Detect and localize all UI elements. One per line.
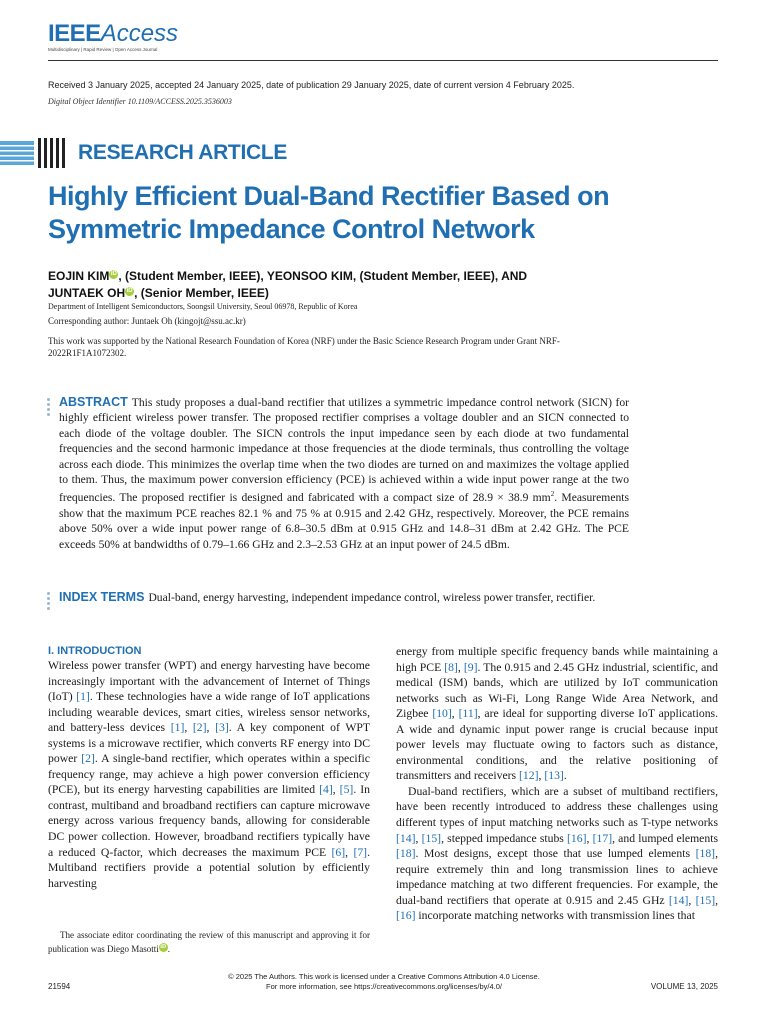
citation-link[interactable]: [3] (215, 721, 229, 735)
citation-link[interactable]: [16] (567, 831, 587, 845)
body-text: , (184, 721, 193, 735)
abstract (59, 395, 629, 552)
orcid-icon[interactable]: iD (126, 288, 133, 294)
citation-link[interactable]: [2] (192, 721, 207, 735)
citation-link[interactable]: [14] (396, 831, 416, 845)
citation-link[interactable]: [8] (444, 660, 458, 674)
citation-link[interactable]: [5] (339, 783, 354, 797)
author-role: , (Student Member, IEEE), (118, 269, 267, 283)
affiliation: Department of Intelligent Semiconductors, Soongsil University, Seoul 06978, Republic of Korea (48, 302, 358, 311)
body-text: , (332, 783, 340, 797)
citation-link[interactable]: [18] (396, 847, 416, 861)
body-text: . These technologies have a wide range of IoT applications including wearable devices, smart cities, wireless sensor networks, and battery-less devices (48, 690, 370, 735)
body-text: , (345, 845, 354, 859)
header-rule (48, 60, 718, 61)
author-role: , (Student Member, IEEE), AND (352, 269, 528, 283)
index-dots (47, 592, 50, 612)
doi[interactable]: Digital Object Identifier 10.1109/ACCESS.2025.3536003 (48, 97, 232, 106)
body-text: . Multiband rectifiers provide a potential solution by efficiently harvesting (48, 845, 370, 890)
funding-note: This work was supported by the National Research Foundation of Korea (NRF) under the Basic Science Research Program under Grant NRF-2022R1F1A1072302. (48, 336, 560, 358)
author-name[interactable]: JUNTAEK OH (48, 286, 126, 300)
body-text: , (415, 831, 422, 845)
citation-link[interactable]: [6] (331, 845, 346, 859)
journal-tagline: Multidisciplinary | Rapid Review | Open Access Journal (48, 47, 158, 52)
body-column-left (48, 644, 370, 891)
paragraph (396, 784, 718, 924)
journal-logo (48, 22, 178, 52)
citation-link[interactable]: [4] (319, 783, 333, 797)
corresponding-author: Corresponding author: Juntaek Oh (kingojt@ssu.ac.kr) (48, 316, 246, 326)
citation-link[interactable]: [15] (421, 831, 442, 845)
orcid-icon[interactable]: iD (110, 271, 117, 277)
paragraph (396, 644, 718, 784)
abstract-sup: 2 (550, 490, 555, 499)
body-text: , are ideal for supporting diverse IoT applications. A wide and dynamic input power range is crucial because input power levels may fluctuate owing to factors such as distance, environmental conditions, and the relative positioning of transmitters and receivers (396, 707, 719, 783)
body-text: . (563, 769, 567, 783)
citation-link[interactable]: [18] (695, 847, 716, 861)
citation-link[interactable]: [7] (353, 845, 368, 859)
body-text: , and lumped elements (612, 831, 718, 845)
author-role: , (Senior Member, IEEE) (134, 286, 269, 300)
index-terms-heading: INDEX TERMS (59, 590, 145, 604)
citation-link[interactable]: [16] (396, 909, 416, 923)
body-text: energy from multiple specific frequency bands while maintaining a high PCE (396, 645, 718, 674)
citation-link[interactable]: [9] (463, 660, 478, 674)
abstract-heading: ABSTRACT (59, 395, 128, 409)
body-text: , (586, 831, 593, 845)
body-text: Dual-band rectifiers, which are a subset of multiband rectifiers, have been recently introduced to address these challenges using different types of input matching networks such as T-type networks (396, 784, 718, 830)
citation-link[interactable]: [1] (170, 721, 185, 735)
body-text: . In contrast, multiband and broadband rectifiers can capture microwave energy across various frequency bands, allowing for considerable DC power collection. However, broadband rectifiers typically have a reduced Q-factor, which decreases the maximum PCE (48, 783, 370, 859)
author-name[interactable]: EOJIN KIM (48, 269, 110, 283)
body-text: . The 0.915 and 2.45 GHz industrial, scientific, and medical (ISM) bands, which are utilized by IoT communication networks such as Wi-Fi, Long Range Wide Area Network, and Zigbee (396, 660, 719, 721)
body-column-right (396, 644, 718, 924)
banner-stripes (0, 137, 70, 169)
citation-link[interactable]: [12] (519, 769, 539, 783)
citation-link[interactable]: [14] (668, 893, 689, 907)
footnote-text: The associate editor coordinating the review of this manuscript and approving it for publication was Diego Masotti (48, 930, 370, 954)
abstract-text: This study proposes a dual-band rectifier that utilizes a symmetric impedance control network (SICN) for highly efficient wireless power transfer. The proposed rectifier comprises a voltage doubler and an SICN connected to each diode of the voltage doubler. The SICN controls the input impedance seen by each diode at two fundamental frequencies and the second harmonic impedance at those frequencies at the diode terminals, thus controlling the voltage across each diode. This minimizes the overlap time when the two diodes are turned on and maximizes the voltage applied to them. Thus, the maximum power conversion efficiency (PCE) is achieved within a wide input power range at the two frequencies. The proposed rectifier is designed and fabricated with a compact size of 28.9 × 38.9 mm (59, 396, 629, 505)
body-text: . A single-band rectifier, which operates within a specific frequency range, may achieve a high power conversion efficiency (PCE), but its energy harvesting capabilities are limited (48, 752, 370, 797)
body-text: , require extremely thin and long transmission lines to achieve impedance matching at two different frequencies. For example, the dual-band rectifiers that operate at 0.915 and 2.45 GHz (396, 847, 718, 907)
body-text: Wireless power transfer (WPT) and energy harvesting have become increasingly important with the advancement of Internet of Things (IoT) (48, 659, 370, 704)
body-text: , stepped impedance stubs (441, 831, 568, 845)
body-text: , (451, 707, 459, 721)
body-text: . A key component of WPT systems is a microwave rectifier, which converts RF energy into DC power (48, 721, 371, 766)
citation-link[interactable]: [1] (76, 690, 90, 704)
citation-link[interactable]: [11] (458, 707, 478, 721)
body-text: , (715, 893, 719, 907)
citation-link[interactable]: [13] (544, 769, 564, 783)
license-note (200, 972, 568, 992)
abstract-dots (47, 398, 50, 418)
body-text: , (688, 893, 696, 907)
citation-link[interactable]: [2] (81, 752, 95, 766)
volume: VOLUME 13, 2025 (650, 982, 718, 991)
body-text: , (206, 721, 216, 735)
author-list (48, 268, 668, 302)
body-text: . Most designs, except those that use lumped elements (415, 847, 696, 861)
section-heading: I. INTRODUCTION (48, 645, 142, 657)
orcid-icon[interactable]: iD (160, 944, 167, 950)
author-name[interactable]: YEONSOO KIM (266, 269, 353, 283)
editor-footnote: The associate editor coordinating the review of this manuscript and approving it for publication was Diego Masotti iD . (48, 930, 370, 954)
body-text: , (457, 660, 464, 674)
paragraph (48, 658, 370, 891)
paper-title: Highly Efficient Dual-Band Rectifier Based on Symmetric Impedance Control Network (48, 181, 610, 244)
body-text: , (538, 769, 545, 783)
body-text: incorporate matching networks with transmission lines that (415, 909, 695, 923)
license-link[interactable]: For more information, see https://creativecommons.org/licenses/by/4.0/ (266, 982, 502, 991)
citation-link[interactable]: [10] (432, 707, 452, 721)
abstract-text-cont: . Measurements show that the maximum PCE reaches 82.1 % and 75 % at 0.915 and 2.42 GHz, respectively. Moreover, the PCE remains above 50% over a wide input power range of 6.8–30.5 dBm at 0.915 GHz and 14.8–31 dBm at 2.42 GHz. The PCE exceeds 50% at bandwidths of 0.79–1.66 GHz and 2.3–2.53 GHz at an input power of 24.5 dBm. (59, 491, 629, 551)
received-dates: Received 3 January 2025, accepted 24 January 2025, date of publication 29 January 2025, date of current version 4 February 2025. (48, 80, 575, 90)
citation-link[interactable]: [15] (695, 893, 716, 907)
logo-ieee: IEEE (48, 20, 101, 47)
page-number: 21594 (48, 982, 71, 991)
license-line: © 2025 The Authors. This work is licensed under a Creative Commons Attribution 4.0 License. (228, 972, 540, 981)
index-terms-text: Dual-band, energy harvesting, independent impedance control, wireless power transfer, rectifier. (148, 591, 596, 604)
index-terms (59, 590, 629, 605)
article-type: RESEARCH ARTICLE (78, 141, 288, 164)
logo-access: Access (100, 20, 179, 47)
citation-link[interactable]: [17] (592, 831, 613, 845)
